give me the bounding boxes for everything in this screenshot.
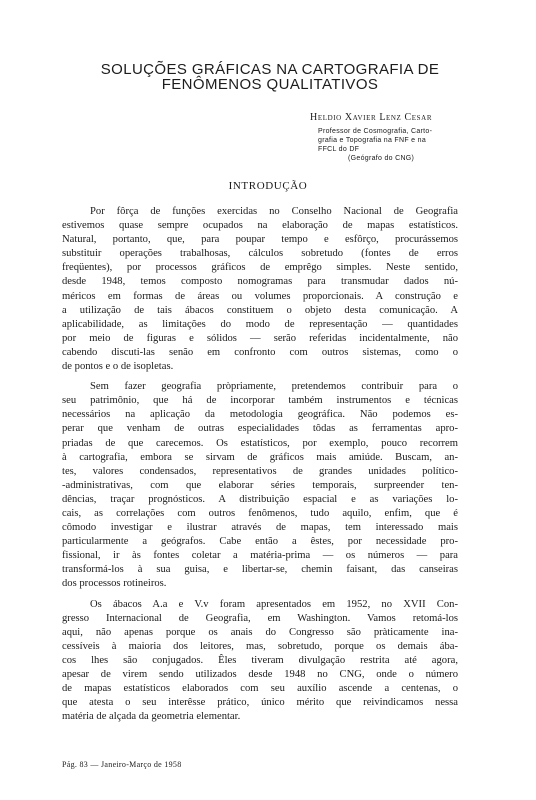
author-name: Heldio Xavier Lenz Cesar bbox=[310, 112, 433, 123]
text-line: cais, as correlações com outros fenômenos, tudo aquilo, enfim, que é bbox=[62, 507, 458, 519]
author-affiliation bbox=[318, 127, 488, 163]
text-line: aplicabilidade, as limitações do modo de representação — quantidades bbox=[62, 318, 458, 330]
text-line: cabendo discuti-las senão em confronto com outros sistemas, como o bbox=[62, 346, 458, 358]
affiliation-line: grafia e Topografia na FNF e na bbox=[318, 137, 427, 144]
text-line: Sem fazer geografia pròpriamente, pretendemos contribuir para o bbox=[90, 381, 458, 393]
text-line: Por fôrça de funções exercidas no Conselho Nacional de Geografia bbox=[90, 206, 458, 217]
text-line: estivemos quase sempre ocupados na elaboração de mapas estatísticos. bbox=[62, 220, 458, 232]
text-line: a utilização de tais ábacos constituem o objeto desta comunicação. A bbox=[62, 304, 458, 316]
body-paragraph bbox=[62, 598, 458, 725]
page-footer: Pág. 83 — Janeiro-Março de 1958 bbox=[62, 760, 182, 769]
section-heading: INTRODUÇÃO bbox=[228, 180, 308, 192]
body-paragraph bbox=[62, 205, 458, 374]
affiliation-line: (Geógrafo do CNG) bbox=[348, 155, 415, 162]
text-line: tes, valores condensados, representativos de grandes unidades político- bbox=[62, 465, 458, 477]
text-line: de mapas estatísticos elaborados com seu auxílio ascende a centenas, o bbox=[62, 683, 458, 695]
affiliation-line: FFCL do DF bbox=[318, 146, 360, 153]
text-line: substituir operações trabalhosas, cálculos sobretudo (fontes de erros bbox=[62, 248, 458, 260]
article-body bbox=[62, 205, 458, 730]
text-line: transformá-los à sua guisa, e libertar-se, chemin faisant, das canseiras bbox=[62, 564, 458, 576]
title-line: SOLUÇÕES GRÁFICAS NA CARTOGRAFIA DE bbox=[100, 61, 440, 78]
text-line: -administrativas, com que elaborar séries temporais, surpreender ten- bbox=[62, 479, 458, 491]
text-line: por meio de figuras e sólidos — serão referidas incidentalmente, não bbox=[62, 332, 458, 344]
text-line: cessíveis à maioria dos leitores, mas, sobretudo, porque os demais ába- bbox=[62, 640, 458, 652]
text-line: perar que venham de outras especialidades tôdas as ferramentas apro- bbox=[62, 423, 458, 435]
text-line: à cartografia, embora se sirvam de gráficos mais amiúde. Buscam, an- bbox=[62, 451, 458, 463]
text-line: freqüentes), por processos gráficos de emprêgo simples. Neste sentido, bbox=[62, 262, 458, 274]
text-line: dências, traçar prognósticos. A distribuição espacial e as variações lo- bbox=[62, 493, 458, 505]
text-line: matéria de alçada da geometria elementar. bbox=[62, 711, 241, 723]
text-line: Natural, portanto, que, para poupar tempo e esfôrço, procurássemos bbox=[62, 234, 458, 246]
text-line: priadas de que carecemos. Os estatísticos, por exemplo, pouco recorrem bbox=[62, 437, 458, 449]
text-line: apesar de virem sendo utilizados desde 1948 no CNG, onde o número bbox=[62, 669, 458, 680]
text-line: cos lhes são conjugados. Êles tiveram divulgação restrita até agora, bbox=[62, 654, 458, 666]
text-line: necessários na aplicação da metodologia geográfica. Não podemos es- bbox=[62, 409, 458, 421]
text-line: gresso Internacional de Geografia, em Washington. Vamos retomá-los bbox=[62, 612, 458, 624]
text-line: méricos em formas de áreas ou volumes proporcionais. A construção e bbox=[62, 290, 458, 302]
text-line: de pontos e o de isopletas. bbox=[62, 361, 174, 373]
text-line: fissional, ir às fontes coletar a matéria-prima — os números — para bbox=[62, 550, 458, 562]
text-line: seu patrimônio, que há de incorporar também instrumentos e técnicas bbox=[62, 395, 458, 407]
text-line: particularmente a geógrafos. Cabe então a êstes, por necessidade pro- bbox=[62, 536, 458, 548]
text-line: aqui, não apenas porque os anais do Congresso são pràticamente ina- bbox=[62, 626, 458, 638]
affiliation-line: Professor de Cosmografia, Carto- bbox=[318, 128, 433, 135]
text-line: que atesta o seu interêsse prático, único mérito que reivindicamos nessa bbox=[62, 697, 458, 709]
article-title bbox=[70, 62, 470, 92]
text-line: dos processos rotineiros. bbox=[62, 578, 167, 590]
text-line: cômodo investigar e ilustrar através de mapas, tem interessado mais bbox=[62, 522, 458, 534]
title-line: FENÔMENOS QUALITATIVOS bbox=[161, 76, 379, 93]
text-line: desde 1948, temos composto nomogramas para transmudar dados nú- bbox=[62, 276, 458, 288]
text-line: Os ábacos A.a e V.v foram apresentados em 1952, no XVII Con- bbox=[90, 598, 458, 610]
body-paragraph bbox=[62, 380, 458, 591]
